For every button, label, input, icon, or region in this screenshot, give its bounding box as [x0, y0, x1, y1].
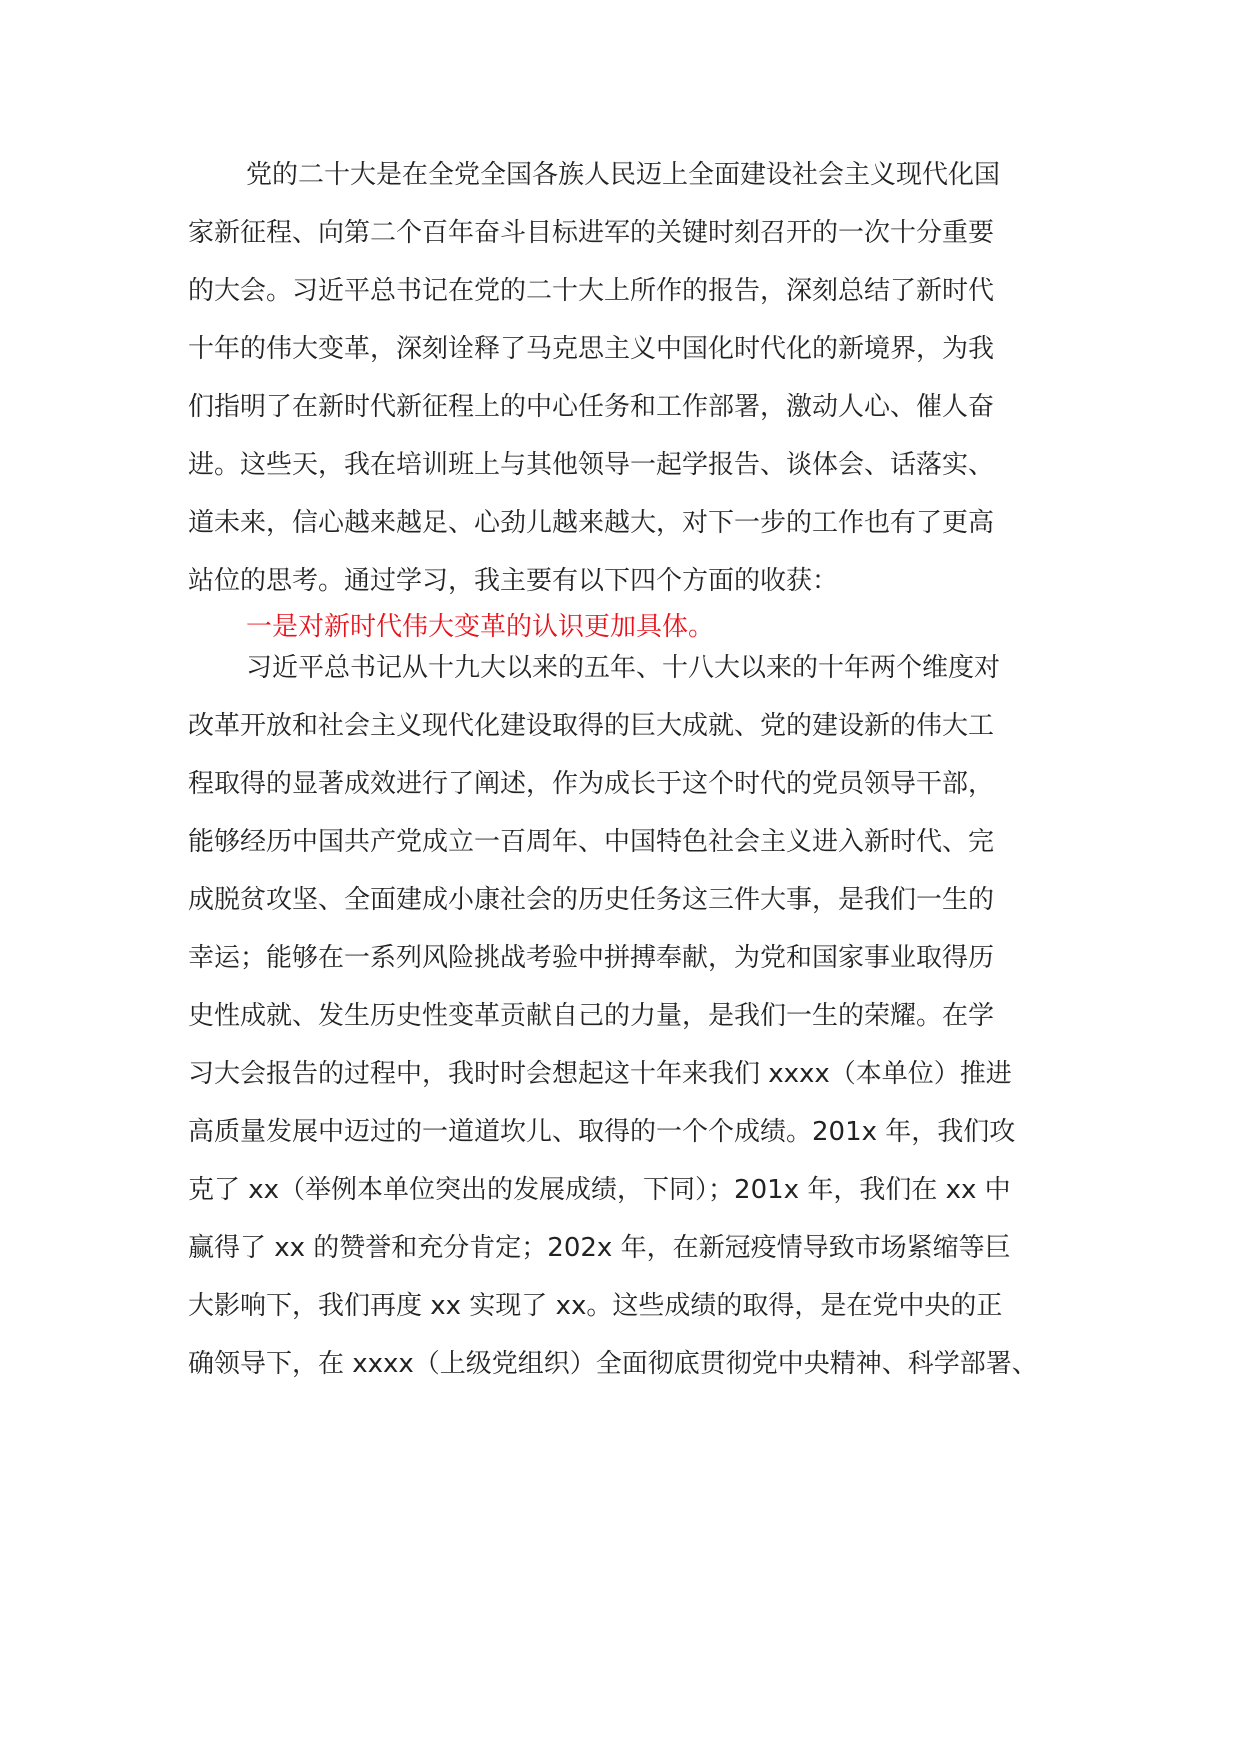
paragraph-1-line-6: 进。这些天，我在培训班上与其他领导一起学报告、谈体会、话落实、: [188, 450, 995, 480]
paragraph-2-line-6: 幸运；能够在一系列风险挑战考验中拼搏奉献，为党和国家事业取得历: [188, 943, 995, 973]
paragraph-2-line-2: 改革开放和社会主义现代化建设取得的巨大成就、党的建设新的伟大工: [188, 711, 995, 741]
paragraph-1-line-8: 站位的思考。通过学习，我主要有以下四个方面的收获：: [188, 566, 839, 596]
paragraph-2-line-5: 成脱贫攻坚、全面建成小康社会的历史任务这三件大事，是我们一生的: [188, 885, 995, 915]
paragraph-2-line-10: 克了 xx（举例本单位突出的发展成绩，下同）；201x 年，我们在 xx 中: [188, 1175, 1011, 1205]
paragraph-2-line-13: 确领导下，在 xxxx（上级党组织）全面彻底贯彻党中央精神、科学部署、: [188, 1349, 1038, 1379]
paragraph-1-line-2: 家新征程、向第二个百年奋斗目标进军的关键时刻召开的一次十分重要: [188, 218, 995, 248]
paragraph-2-line-11: 赢得了 xx 的赞誉和充分肯定；202x 年，在新冠疫情导致市场紧缩等巨: [188, 1233, 1011, 1263]
paragraph-2-line-1: 习近平总书记从十九大以来的五年、十八大以来的十年两个维度对: [246, 653, 1001, 683]
paragraph-1-line-3: 的大会。习近平总书记在党的二十大上所作的报告，深刻总结了新时代: [188, 276, 995, 306]
paragraph-2-line-4: 能够经历中国共产党成立一百周年、中国特色社会主义进入新时代、完: [188, 827, 995, 857]
paragraph-1-line-4: 十年的伟大变革，深刻诠释了马克思主义中国化时代化的新境界，为我: [188, 334, 995, 364]
paragraph-2-line-12: 大影响下，我们再度 xx 实现了 xx。这些成绩的取得，是在党中央的正: [188, 1291, 1003, 1321]
paragraph-2-line-7: 史性成就、发生历史性变革贡献自己的力量，是我们一生的荣耀。在学: [188, 1001, 995, 1031]
paragraph-1-line-1: 党的二十大是在全党全国各族人民迈上全面建设社会主义现代化国: [246, 160, 1001, 190]
paragraph-2-line-3: 程取得的显著成效进行了阐述，作为成长于这个时代的党员领导干部，: [188, 769, 995, 799]
section-heading: 一是对新时代伟大变革的认识更加具体。: [246, 612, 715, 642]
paragraph-2-line-8: 习大会报告的过程中，我时时会想起这十年来我们 xxxx（本单位）推进: [188, 1059, 1012, 1089]
paragraph-1-line-5: 们指明了在新时代新征程上的中心任务和工作部署，激动人心、催人奋: [188, 392, 995, 422]
paragraph-1-line-7: 道未来，信心越来越足、心劲儿越来越大，对下一步的工作也有了更高: [188, 508, 995, 538]
paragraph-2-line-9: 高质量发展中迈过的一道道坎儿、取得的一个个成绩。201x 年，我们攻: [188, 1117, 1016, 1147]
